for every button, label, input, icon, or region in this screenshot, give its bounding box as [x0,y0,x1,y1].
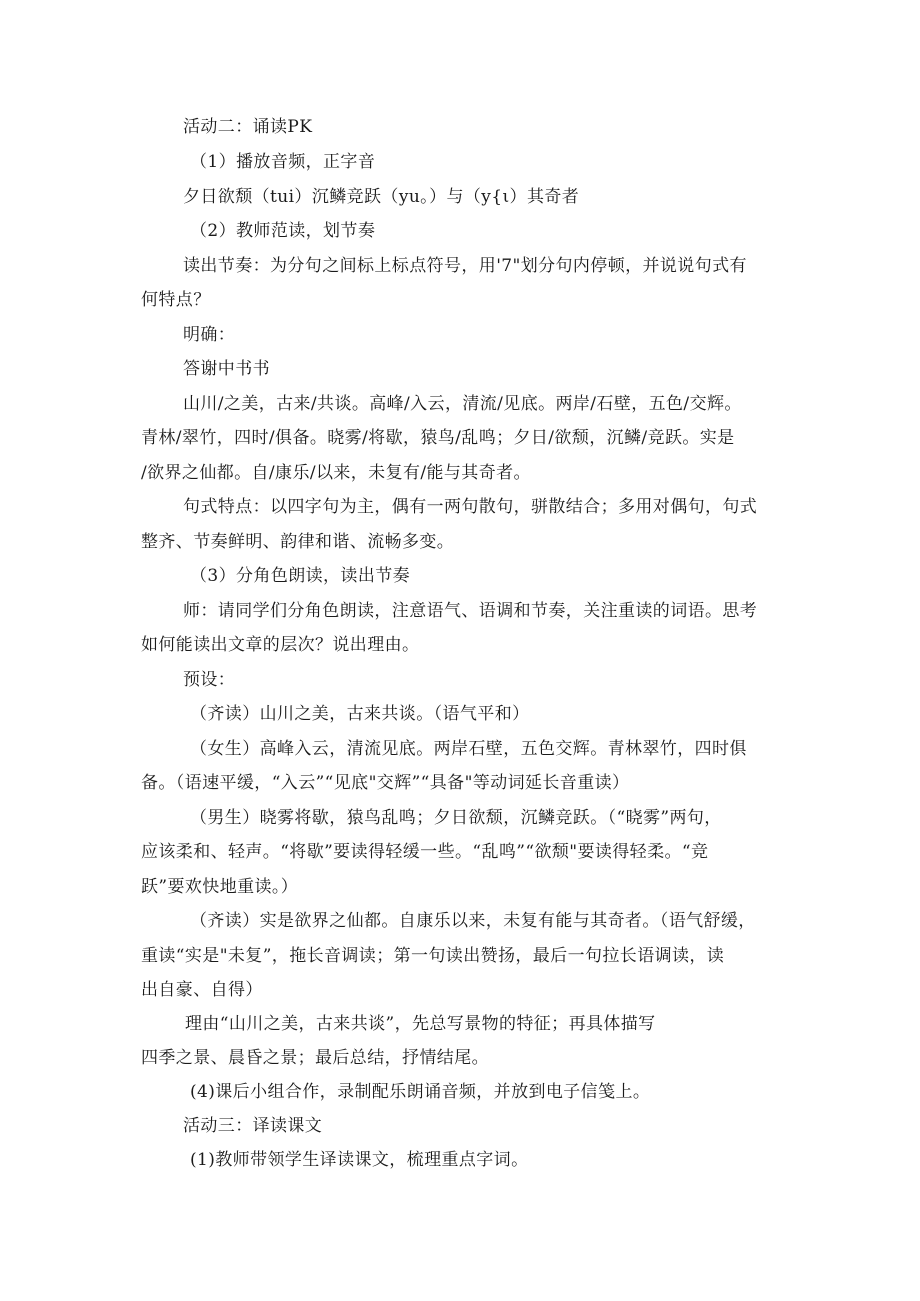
paragraph-line: 青林/翠竹，四时/俱备。晓雾/将歇，猿鸟/乱鸣；夕日/欲颓，沉鳞/竞跃。实是 [141,428,735,448]
section-heading-activity-2: 活动二：诵读PK [183,117,313,137]
paragraph-line: 出自豪、自得） [141,980,263,1000]
paragraph-line: 整齐、节奏鲜明、韵律和谐、流畅多变。 [141,532,455,552]
section-heading-activity-3: 活动三：译读课文 [183,1116,323,1136]
pronunciation-line: 夕日欲颓（tui）沉鳞竞跃（yu。）与（y{ι）其奇者 [183,187,580,207]
paragraph-line: /欲界之仙都。自/康乐/以来，未复有/能与其奇者。 [141,463,531,483]
step-2-heading: （2）教师范读，划节奏 [190,221,376,241]
paragraph-line: 如何能读出文章的层次？说出理由。 [141,635,420,655]
paragraph-line: 重读“实是"未复”，拖长音调读；第一句读出赞扬，最后一句拉长语调读，读 [141,946,725,966]
paragraph-line: （女生）高峰入云，清流见底。两岸石壁，五色交辉。青林翠竹，四时俱 [190,739,747,759]
text-title: 答谢中书书 [183,359,270,379]
label-clarify: 明确： [183,325,236,345]
paragraph-line: 何特点？ [141,290,211,310]
paragraph-line: 备。（语速平缓，“入云”“见底"交辉”“具备"等动词延长音重读） [141,773,630,793]
step-4-heading: (4)课后小组合作，录制配乐朗诵音频，并放到电子信笺上。 [190,1082,651,1102]
paragraph-line: 应该柔和、轻声。“将歇”要读得轻缓一些。“乱鸣”“欲颓"要读得轻柔。“竞 [141,842,709,862]
paragraph-line: 理由“山川之美，古来共谈”，先总写景物的特征；再具体描写 [185,1014,656,1034]
step-1-heading: （1）播放音频，正字音 [190,152,376,172]
paragraph-line: （男生）晓雾将歇，猿鸟乱鸣；夕日欲颓，沉鳞竞跃。（“晓雾”两句， [190,808,722,828]
paragraph-line: 跃”要欢快地重读。） [141,877,299,897]
paragraph-line: 四季之景、晨昏之景；最后总结，抒情结尾。 [141,1048,489,1068]
label-preset: 预设： [183,670,236,690]
paragraph-line: （齐读）山川之美，古来共谈。（语气平和） [190,704,530,724]
step-3-heading: （3）分角色朗读，读出节奏 [190,566,411,586]
step-1-heading: (1)教师带领学生译读课文，梳理重点字词。 [190,1150,529,1170]
paragraph-line: 师：请同学们分角色朗读，注意语气、语调和节奏，关注重读的词语。思考 [183,601,758,621]
paragraph-line: 句式特点：以四字句为主，偶有一两句散句，骈散结合；多用对偶句，句式 [183,497,758,517]
paragraph-line: 读出节奏：为分句之间标上标点符号，用'7"划分句内停顿，并说说句式有 [183,256,747,276]
paragraph-line: 山川/之美，古来/共谈。高峰/入云，清流/见底。两岸/石壁，五色/交辉。 [183,394,742,414]
paragraph-line: （齐读）实是欲界之仙都。自康乐以来，未复有能与其奇者。（语气舒缓， [190,911,756,931]
